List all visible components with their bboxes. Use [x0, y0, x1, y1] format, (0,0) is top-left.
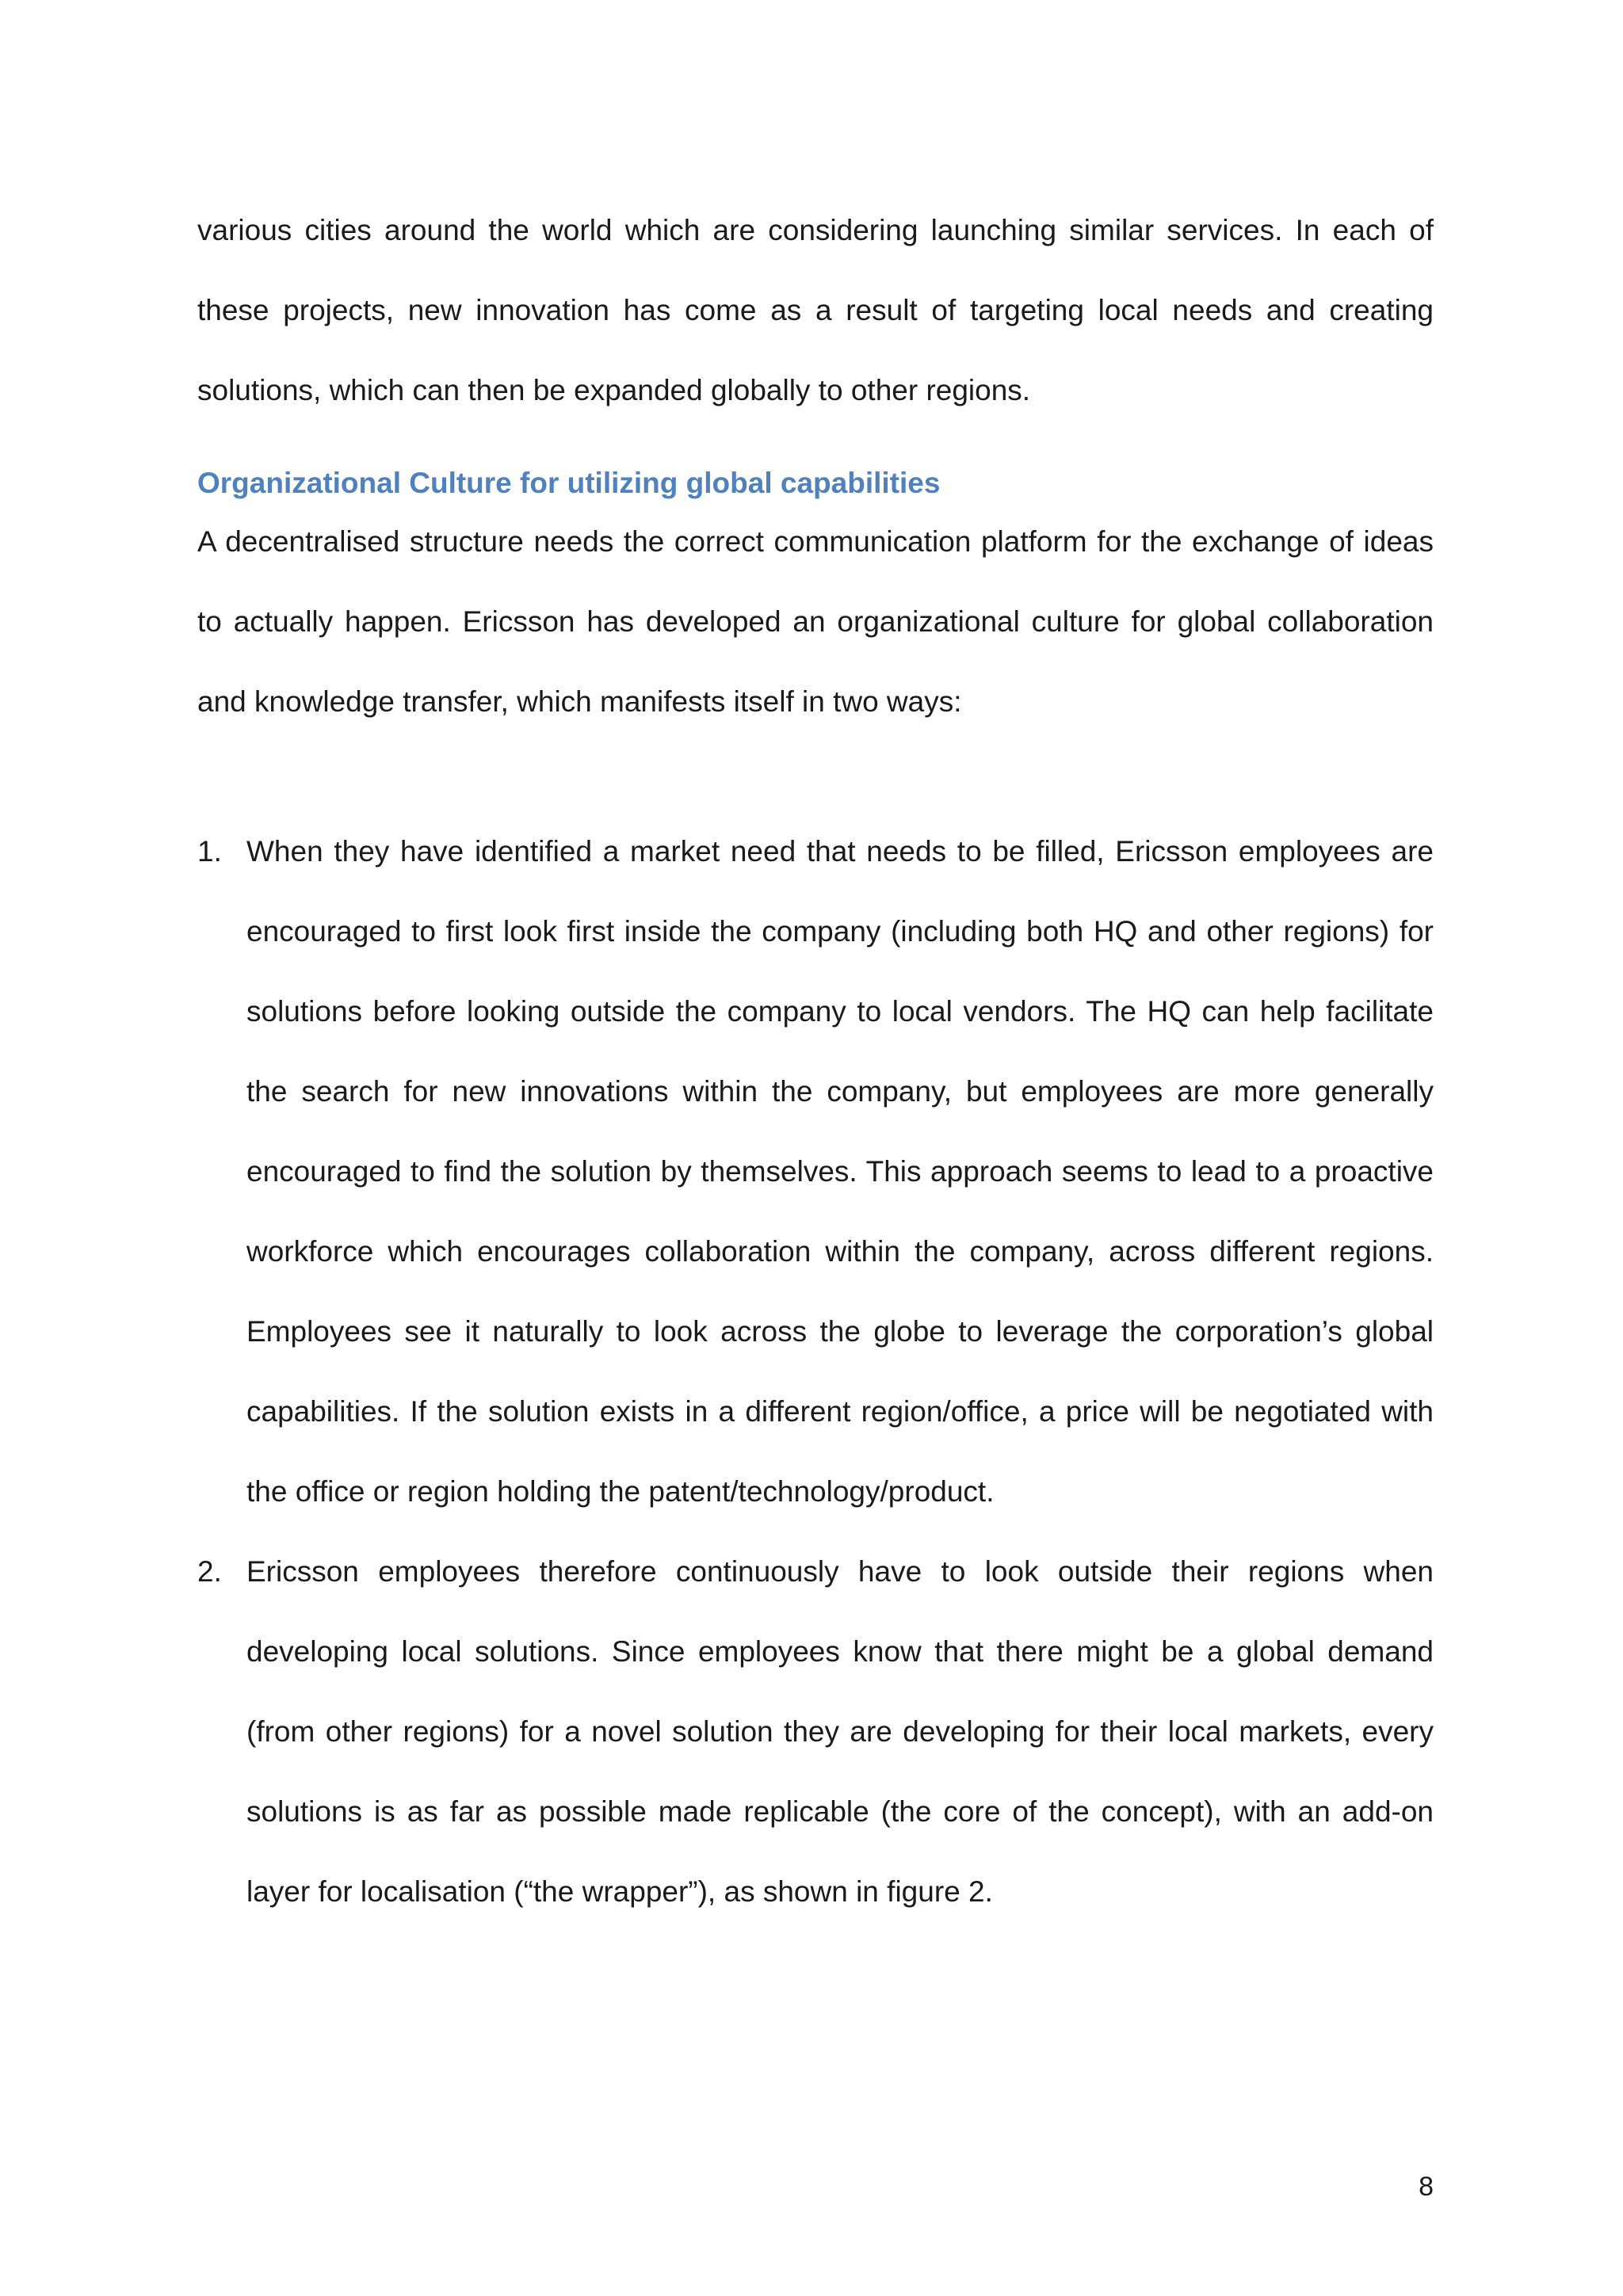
- list-item-text: When they have identified a market need that needs to be filled, Ericsson employees are encouraged to first look first inside the company (including both HQ and other regions) for solutions before looking outside the company to local vendors. The HQ can help facilitate the search for new innovations within the company, but employees are more generally encouraged to find the solution by themselves. This approach seems to lead to a proactive workforce which encourages collaboration within the company, across different regions. Employees see it naturally to look across the globe to leverage the corporation’s global capabilities. If the solution exists in a different region/office, a price will be negotiated with the office or region holding the patent/technology/product.: [246, 835, 1434, 1508]
- section-heading: Organizational Culture for utilizing global capabilities: [197, 467, 941, 499]
- list-item: [197, 811, 1434, 1531]
- page-number: 8: [1419, 2172, 1434, 2202]
- list-item: [197, 1531, 1434, 1932]
- section-paragraph: A decentralised structure needs the correct communication platform for the exchange of ideas to actually happen. Ericsson has developed an organizational culture for global collaboration and knowledge transfer, which manifests itself in two ways:: [197, 525, 1434, 718]
- page-content: [197, 190, 1434, 1932]
- numbered-list: [197, 811, 1434, 1932]
- list-item-number: 1.: [197, 835, 222, 868]
- list-item-text: Ericsson employees therefore continuously have to look outside their regions when developing local solutions. Since employees know that there might be a global demand (from other regions) for a novel solution they are developing for their local markets, every solutions is as far as possible made replicable (the core of the concept), with an add-on layer for localisation (“the wrapper”), as shown in figure 2.: [246, 1555, 1434, 1908]
- intro-paragraph: various cities around the world which are considering launching similar services. In each of these projects, new innovation has come as a result of targeting local needs and creating solutions, which can then be expanded globally to other regions.: [197, 214, 1434, 406]
- list-item-number: 2.: [197, 1555, 222, 1588]
